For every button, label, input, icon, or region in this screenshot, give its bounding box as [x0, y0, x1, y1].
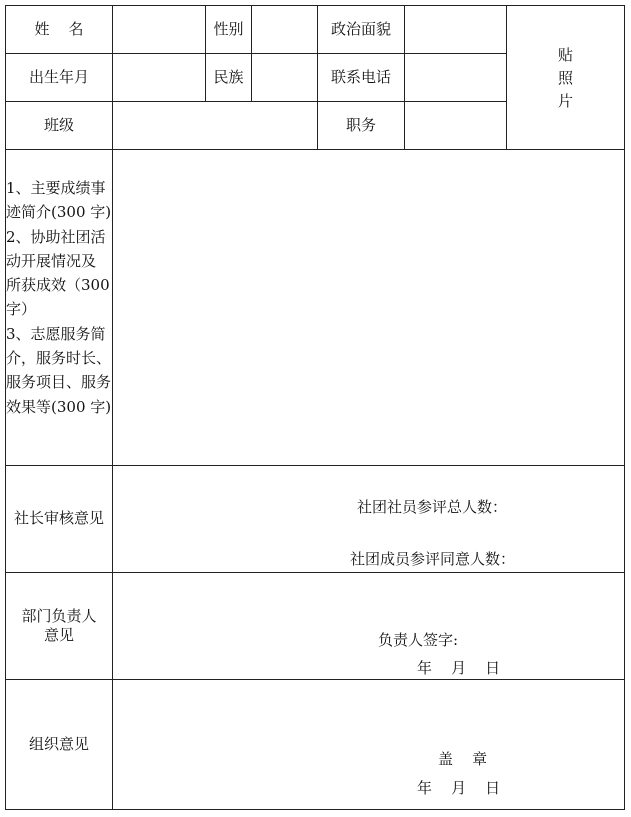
achievements-line-8: 介，服务时长、 [6, 349, 112, 368]
signature-label: 负责人签字: [378, 631, 459, 649]
department-date-label: 年 月 日 [417, 659, 501, 677]
birth-label-cell [5, 53, 113, 102]
agree-members-label: 社团成员参评同意人数： [350, 550, 516, 568]
ethnicity-input[interactable] [251, 53, 318, 102]
president-review-label-cell [5, 465, 113, 573]
birth-label: 出生年月 [28, 67, 89, 86]
class-input[interactable] [112, 101, 318, 150]
birth-input[interactable] [112, 53, 206, 102]
organization-date-label: 年 月 日 [417, 779, 501, 797]
achievements-line-4: 动开展情况及 [6, 251, 97, 270]
ethnicity-label-cell [205, 53, 252, 102]
achievements-line-3: 2、协助社团活 [6, 227, 106, 246]
organization-review-input[interactable] [112, 679, 625, 810]
photo-label-1: 贴 [557, 46, 573, 64]
phone-label-cell [317, 53, 405, 102]
class-label: 班级 [43, 115, 74, 134]
photo-cell[interactable] [506, 5, 625, 150]
gender-input[interactable] [251, 5, 318, 54]
name-label: 姓 名 [34, 19, 84, 38]
achievements-input[interactable] [112, 149, 625, 466]
president-review-input[interactable] [112, 465, 625, 573]
achievements-line-9: 服务项目、服务 [6, 373, 112, 392]
class-label-cell [5, 101, 113, 150]
phone-label: 联系电话 [330, 67, 391, 86]
department-review-label-2: 意见 [43, 626, 74, 644]
department-review-label-cell [5, 572, 113, 680]
achievements-label-cell [5, 149, 113, 466]
organization-review-label-cell [5, 679, 113, 810]
application-form [5, 5, 625, 810]
gender-label-cell [205, 5, 252, 54]
achievements-line-1: 1、主要成绩事 [6, 179, 106, 197]
department-review-input[interactable] [112, 572, 625, 680]
name-input[interactable] [112, 5, 206, 54]
photo-label-2: 照 [557, 69, 573, 87]
position-input[interactable] [404, 101, 507, 150]
achievements-line-6: 字） [6, 300, 37, 319]
position-label-cell [317, 101, 405, 150]
position-label: 职务 [345, 115, 376, 134]
seal-label: 盖 章 [438, 750, 488, 768]
ethnicity-label: 民族 [213, 67, 244, 86]
name-label-cell [5, 5, 113, 54]
organization-review-label: 组织意见 [28, 734, 89, 753]
achievements-line-5: 所获成效（300 [6, 276, 110, 295]
political-input[interactable] [404, 5, 507, 54]
photo-label-3: 片 [557, 92, 573, 110]
political-label-cell [317, 5, 405, 54]
total-members-label: 社团社员参评总人数： [357, 498, 508, 516]
achievements-line-10: 效果等(300 字) [6, 397, 112, 416]
political-label: 政治面貌 [330, 19, 391, 38]
department-review-label-1: 部门负责人 [21, 606, 97, 625]
gender-label: 性别 [213, 19, 244, 38]
phone-input[interactable] [404, 53, 507, 102]
achievements-line-2: 迹简介(300 字) [6, 203, 112, 222]
president-review-label: 社长审核意见 [13, 509, 104, 528]
achievements-line-7: 3、志愿服务简 [6, 324, 106, 343]
